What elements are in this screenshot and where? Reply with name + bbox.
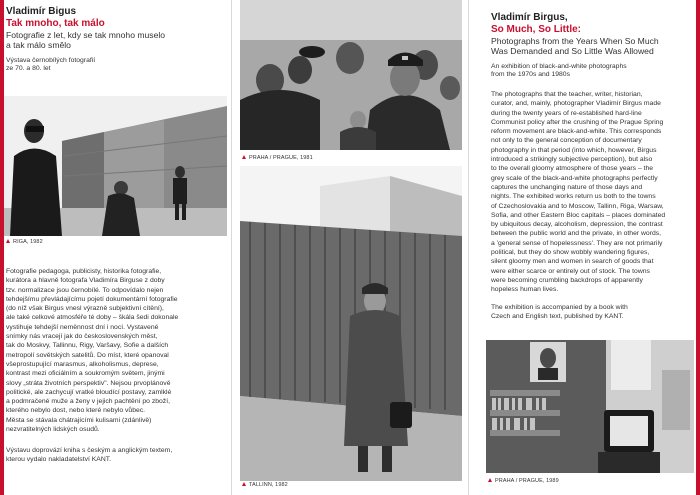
right-body-line: not only to the general conception of documentary: [491, 137, 642, 145]
left-body-line: slovy „stráta životních perspektiv". Nejsou prvoplánově: [6, 379, 171, 387]
right-panel: [469, 0, 700, 495]
right-body-line: by ubiquitous decay, alcoholism, depression, the contrast: [491, 221, 663, 229]
right-subtitle-line: Was Demanded and So Little Was Allowed: [491, 46, 654, 56]
right-red-edge: [696, 0, 700, 495]
left-body-line: nezvratitelných lidských osudů.: [6, 426, 100, 434]
left-body-line: ale také celkové atmosféře té doby – škála šedi dokonale: [6, 314, 179, 322]
right-title: So Much, So Little:: [491, 24, 581, 35]
right-closing-line: The exhibition is accompanied by a book with: [491, 304, 628, 311]
photo-praha-1989: [486, 340, 694, 473]
right-body-line: of Czechoslovakia and to Moscow, Tallinn, Riga, Warsaw,: [491, 202, 664, 210]
middle-panel: [232, 0, 468, 495]
left-intro: [6, 57, 95, 74]
right-body-line: nights. The exhibited works return us both to the towns: [491, 193, 656, 201]
left-body-line: vystihuje tehdejší neměnnost dní i nocí. Vystavené: [6, 323, 159, 331]
photo-tallinn: [240, 166, 462, 481]
left-body-line: snímky nás vracejí jak do československých měst,: [6, 333, 158, 341]
left-body-line: kurátora a hlavně fotografa Vladimíra Birguse z doby: [6, 277, 165, 285]
right-intro: [491, 63, 627, 80]
left-body-line: tak do Moskvy, Tallinnu, Rigy, Varšavy, Sofie a dalších: [6, 342, 169, 350]
right-body-line: curator, and, mainly, photographer Vladimír Birgus made: [491, 100, 661, 108]
right-body-line: captures the unchanging nature of those days and: [491, 183, 643, 191]
caption-praha-1989-text: PRAHA / PRAGUE, 1989: [495, 478, 559, 484]
right-body-line: introduced a strikingly subjective perception), but also: [491, 156, 653, 164]
left-body-line: tzv. normalizace jsou černobílé. To odpovídalo nejen: [6, 286, 164, 294]
left-subtitle: [6, 30, 165, 50]
right-body: [491, 90, 691, 295]
right-body-line: political, but they do show wobbly wandering figures,: [491, 249, 650, 257]
right-author: Vladimír Birgus,: [491, 12, 568, 23]
left-red-edge: [0, 0, 4, 495]
left-subtitle-line: a tak málo smělo: [6, 40, 71, 50]
caption-triangle-icon: [488, 478, 492, 482]
right-body-line: a 'general sense of hopelessness'. They are not primarily: [491, 239, 663, 247]
left-body-line: a podmračené muže a ženy v jejich pachtění po zboží,: [6, 398, 170, 406]
right-body-line: were becoming crumbling backdrops of apparently: [491, 276, 643, 284]
right-body-line: grey scale of the black-and-white photographs perfectly: [491, 174, 658, 182]
right-subtitle-line: Photographs from the Years When So Much: [491, 36, 659, 46]
left-body: [6, 267, 178, 434]
left-closing: [6, 446, 172, 465]
left-intro-line: ze 70. a 80. let: [6, 65, 51, 73]
left-body-line: (do níž však Birgus vnesl výrazně subjektivní cítění),: [6, 305, 164, 313]
left-author: Vladimír Bigus: [6, 6, 77, 17]
caption-triangle-icon: [242, 155, 246, 159]
right-body-line: reform movement are black-and-white. This corresponds: [491, 128, 662, 136]
right-body-line: to the overall gloomy atmosphere of those years – the: [491, 165, 654, 173]
right-body-line: photography in that period (into which, however, Birgus: [491, 146, 657, 154]
left-panel: [0, 0, 231, 495]
left-body-line: kontrast mezi oficiálním a soukromým světem, jinými: [6, 370, 165, 378]
right-body-line: were either scarce or entirely out of stock. The towns: [491, 267, 650, 275]
left-intro-line: Výstava černobílých fotografií: [6, 57, 96, 64]
photo-praha-1981: [240, 0, 462, 150]
right-intro-line: An exhibition of black-and-white photographs: [491, 63, 627, 70]
caption-riga-text: RIGA, 1982: [13, 239, 43, 245]
left-body-line: tehdejšímu převládajícímu pojetí dokumentární fotografie: [6, 295, 178, 303]
left-title: Tak mnoho, tak málo: [6, 18, 105, 29]
caption-praha-1981-text: PRAHA / PRAGUE, 1981: [249, 155, 313, 161]
right-body-line: silent gloomy men and women in search of goods that: [491, 258, 654, 266]
left-subtitle-line: Fotografie z let, kdy se tak mnoho muselo: [6, 30, 166, 40]
left-body-line: metropolí sovětských satelitů. Do míst, které opanoval: [6, 351, 169, 359]
left-closing-line: kterou vydalo nakladatelství KANT.: [6, 456, 112, 464]
caption-tallinn-text: TALLINN, 1982: [249, 482, 288, 488]
caption-praha-1981: [242, 155, 313, 161]
right-subtitle: [491, 36, 659, 56]
left-body-line: všeprostupující marasmus, alkoholismus, deprese,: [6, 360, 159, 368]
right-closing-line: Czech and English text, published by KANT.: [491, 313, 624, 321]
caption-tallinn: [242, 482, 288, 488]
right-body-line: Communist policy after the crushing of the Prague Spring: [491, 118, 664, 126]
caption-triangle-icon: [242, 482, 246, 486]
right-body-line: between the public world and the private, in other words,: [491, 230, 662, 238]
left-closing-line: Výstavu doprovází kniha s českým a anglickým textem,: [6, 447, 173, 454]
right-body-line: The photographs that the teacher, writer, historian,: [491, 91, 643, 98]
photo-riga: [4, 96, 227, 236]
right-body-line: during the twenty years of re-established hard-line: [491, 109, 642, 117]
left-body-line: Fotografie pedagoga, publicisty, historika fotografie,: [6, 268, 162, 275]
caption-praha-1989: [488, 478, 559, 484]
left-body-line: Města se stávala chátrajícími kulisami (zdánlivě): [6, 416, 152, 424]
right-closing: [491, 303, 628, 322]
left-body-line: politické, ale zachycují vratké bloudící postavy, zamlklé: [6, 388, 172, 396]
right-body-line: hopeless human lives.: [491, 286, 559, 294]
caption-triangle-icon: [6, 239, 10, 243]
caption-riga: [6, 239, 43, 245]
right-intro-line: from the 1970s and 1980s: [491, 71, 570, 79]
left-body-line: kterého nebylo dost, nebo které nebylo vůbec.: [6, 407, 146, 415]
right-body-line: Sofia, and other Eastern Bloc capitals – places dominated: [491, 211, 666, 219]
